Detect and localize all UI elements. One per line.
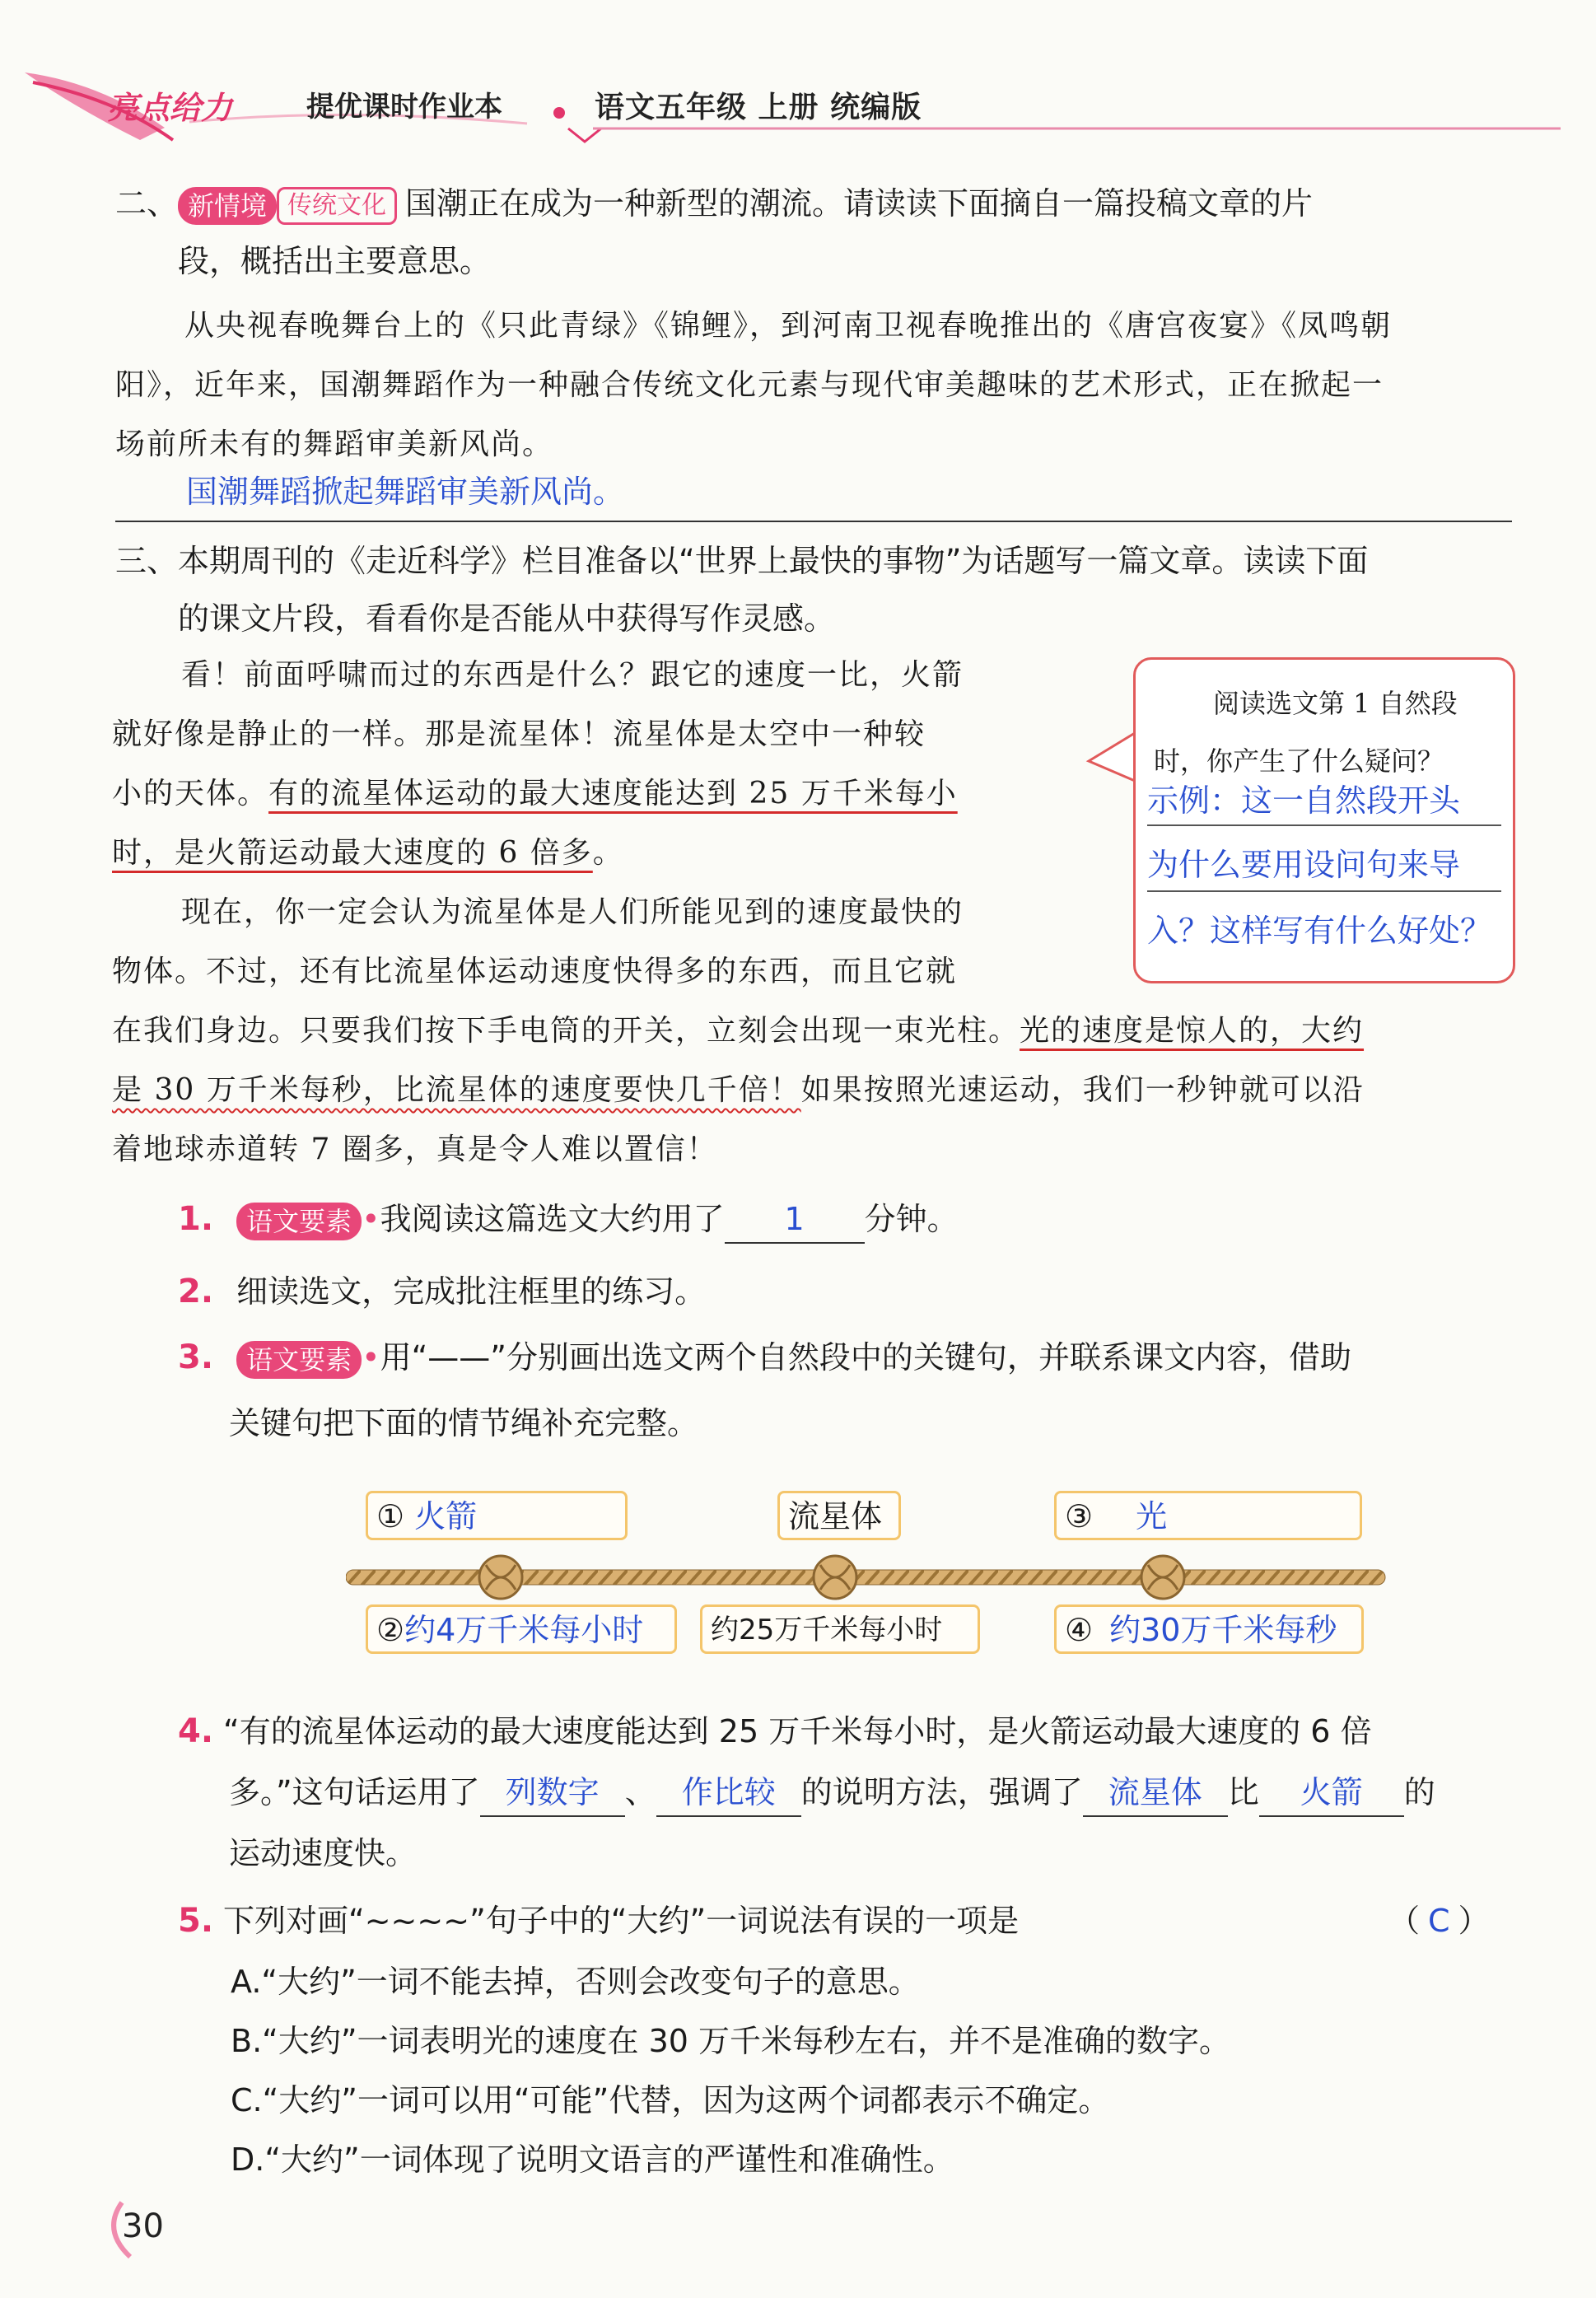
p1-line4 bbox=[112, 824, 1067, 883]
item-1-text-b: 分钟。 bbox=[864, 1201, 959, 1237]
item-5-option-b: B.“大约”一词表明光的速度在 30 万千米每秒左右，并不是准确的数字。 bbox=[231, 2023, 1231, 2059]
item-2-text: 细读选文，完成批注框里的练习。 bbox=[236, 1273, 707, 1310]
q3-prompt-line2: 的课文片段，看看你是否能从中获得写作灵感。 bbox=[178, 600, 836, 637]
item-4-number: 4. bbox=[178, 1712, 214, 1750]
header-dot bbox=[553, 107, 565, 119]
item-5-text: 下列对画“~~~~”句子中的“大约”一词说法有误的一项是 bbox=[223, 1903, 1020, 1939]
rope-box-3-num: ③ bbox=[1065, 1498, 1094, 1534]
q3-passage-p1 bbox=[112, 646, 1067, 1002]
p2-line4b: 如果按照光速运动，我们一秒钟就可以沿 bbox=[800, 1073, 1365, 1107]
item-4-sep: 、 bbox=[624, 1774, 656, 1810]
p2-line4 bbox=[112, 1061, 1528, 1120]
item-1-text-a: 我阅读这篇选文大约用了 bbox=[380, 1201, 725, 1237]
rope-box-5: 约25万千米每小时 bbox=[700, 1604, 980, 1654]
item-3-number: 3. bbox=[178, 1338, 214, 1376]
q3-prompt-line1: 本期周刊的《走近科学》栏目准备以“世界上最快的事物”为话题写一篇文章。读读下面 bbox=[178, 543, 1369, 579]
q2-tag-new-context: 新情境 bbox=[178, 187, 277, 225]
item-4-line2 bbox=[229, 1763, 1547, 1822]
q2-passage-line3: 场前所未有的舞蹈审美新风尚。 bbox=[115, 427, 554, 461]
p2-key-sentence-b: 是 30 万千米每秒，比流星体的速度要快几千倍！ bbox=[112, 1073, 801, 1107]
item-1-tag-dot: • bbox=[362, 1201, 380, 1237]
item-1 bbox=[178, 1189, 1528, 1249]
p1-line2: 就好像是静止的一样。那是流星体！流星体是太空中一种较 bbox=[112, 717, 926, 751]
rope-box-1 bbox=[366, 1491, 628, 1540]
q3-number: 三、 bbox=[115, 543, 179, 579]
subject-title: 语文五年级 上册 统编版 bbox=[595, 91, 922, 124]
p2-line1: 现在，你一定会认为流星体是人们所能见到的速度最快的 bbox=[181, 895, 964, 929]
annotation-rule-2 bbox=[1147, 890, 1501, 892]
p1-line3 bbox=[112, 764, 1067, 824]
item-4-text-d: 的 bbox=[1403, 1774, 1435, 1810]
plot-rope bbox=[346, 1553, 1392, 1603]
series-title: 提优课时作业本 bbox=[306, 91, 502, 124]
item-1-number: 1. bbox=[178, 1200, 214, 1238]
brand-logo: 亮点给力 bbox=[107, 90, 233, 126]
item-5 bbox=[178, 1891, 1019, 1950]
item-5-answer: C bbox=[1428, 1903, 1450, 1939]
annotation-box bbox=[1133, 657, 1515, 983]
p2-key-sentence-a: 光的速度是惊人的，大约 bbox=[1020, 1014, 1365, 1048]
item-1-tag: 语文要素 bbox=[236, 1203, 362, 1240]
item-1-answer: 1 bbox=[725, 1196, 865, 1244]
q2-answer: 国潮舞蹈掀起舞蹈审美新风尚。 bbox=[186, 474, 625, 510]
q2-prompt-line2: 段，概括出主要意思。 bbox=[178, 243, 492, 279]
annotation-answer-2: 为什么要用设问句来导 bbox=[1147, 847, 1461, 883]
item-4-answer-3: 流星体 bbox=[1083, 1769, 1228, 1817]
p2-line3 bbox=[112, 1002, 1528, 1061]
q2-answer-line bbox=[115, 521, 1512, 522]
p2-line3a: 在我们身边。只要我们按下手电筒的开关，立刻会出现一束光柱。 bbox=[112, 1014, 1020, 1048]
item-4-text-c: 比 bbox=[1227, 1774, 1259, 1810]
item-4-answer-1: 列数字 bbox=[480, 1769, 625, 1817]
item-4 bbox=[178, 1702, 1545, 1761]
item-5-option-a: A.“大约”一词不能去掉，否则会改变句子的意思。 bbox=[231, 1964, 920, 2000]
q2-passage-line1: 从央视春晚舞台上的《只此青绿》《锦鲤》，到河南卫视春晚推出的《唐宫夜宴》《凤鸣朝 bbox=[184, 309, 1393, 343]
bubble-pointer bbox=[1085, 730, 1138, 787]
q2-prompt bbox=[115, 175, 1515, 232]
item-5-option-c: C.“大约”一词可以用“可能”代替，因为这两个词都表示不确定。 bbox=[231, 2082, 1110, 2118]
item-4-line3: 运动速度快。 bbox=[229, 1835, 418, 1871]
p2-line2: 物体。不过，还有比流星体运动速度快得多的东西，而且它就 bbox=[112, 955, 958, 988]
p1-key-sentence-b: 时，是火箭运动最大速度的 6 倍多 bbox=[112, 836, 593, 870]
annotation-question-2: 时，你产生了什么疑问？ bbox=[1154, 745, 1444, 777]
rope-box-4-answer: 约4万千米每小时 bbox=[404, 1612, 644, 1648]
q2-prompt-line1: 国潮正在成为一种新型的潮流。请读读下面摘自一篇投稿文章的片 bbox=[405, 185, 1314, 222]
item-4-answer-4: 火箭 bbox=[1259, 1769, 1404, 1817]
item-3-line1: 用“——”分别画出选文两个自然段中的关键句，并联系课文内容，借助 bbox=[380, 1339, 1351, 1376]
item-5-paren-left: （ bbox=[1388, 1903, 1421, 1939]
p1-key-sentence-a: 有的流星体运动的最大速度能达到 25 万千米每小 bbox=[268, 777, 958, 810]
item-5-option-d: D.“大约”一词体现了说明文语言的严谨性和准确性。 bbox=[231, 2142, 954, 2178]
item-2-number: 2. bbox=[178, 1273, 214, 1310]
rope-box-4 bbox=[366, 1604, 677, 1654]
item-3-tag: 语文要素 bbox=[236, 1341, 362, 1379]
rope-box-2: 流星体 bbox=[777, 1491, 901, 1540]
q2-number: 二、 bbox=[115, 185, 179, 222]
rope-box-1-answer: 火箭 bbox=[414, 1498, 478, 1534]
rope-box-4-num: ② bbox=[376, 1612, 405, 1648]
p2-line5: 着地球赤道转 7 圈多，真是令人难以置信！ bbox=[112, 1133, 718, 1166]
item-5-answer-bracket bbox=[1388, 1891, 1490, 1950]
rope-knot-3 bbox=[1141, 1556, 1184, 1599]
rope-box-6-answer: 约30万千米每秒 bbox=[1109, 1612, 1337, 1648]
q2-passage-line2: 阳》，近年来，国潮舞蹈作为一种融合传统文化元素与现代审美趣味的艺术形式，正在掀起一 bbox=[115, 368, 1384, 402]
p1-line1: 看！前面呼啸而过的东西是什么？跟它的速度一比，火箭 bbox=[181, 658, 964, 692]
item-2 bbox=[178, 1262, 706, 1321]
annotation-answer-3: 入？这样写有什么好处？ bbox=[1147, 913, 1492, 949]
item-3-line2: 关键句把下面的情节绳补充完整。 bbox=[229, 1405, 699, 1441]
rope-knot-1 bbox=[479, 1556, 522, 1599]
item-4-text-a: 多。”这句话运用了 bbox=[229, 1774, 480, 1810]
q3-passage-p2 bbox=[112, 1002, 1528, 1179]
q3-prompt bbox=[115, 532, 1532, 590]
rope-box-1-num: ① bbox=[376, 1498, 405, 1534]
item-4-text-b: 的说明方法，强调了 bbox=[800, 1774, 1083, 1810]
item-4-answer-2: 作比较 bbox=[656, 1769, 801, 1817]
rope-box-3-answer: 光 bbox=[1136, 1498, 1168, 1534]
p1-line3a: 小的天体。 bbox=[112, 777, 269, 810]
q2-tag-culture: 传统文化 bbox=[277, 187, 397, 225]
rope-box-6-num: ④ bbox=[1065, 1612, 1094, 1648]
item-5-number: 5. bbox=[178, 1902, 214, 1940]
p1-line4b: 。 bbox=[592, 836, 624, 870]
item-3-tag-dot: • bbox=[362, 1339, 380, 1376]
item-4-line1: “有的流星体运动的最大速度能达到 25 万千米每小时，是火箭运动最大速度的 6 倍 bbox=[223, 1713, 1372, 1749]
item-5-paren-right: ） bbox=[1458, 1903, 1490, 1939]
annotation-question-1: 阅读选文第 1 自然段 bbox=[1213, 688, 1458, 719]
rope-knot-2 bbox=[814, 1556, 856, 1599]
annotation-rule-1 bbox=[1147, 824, 1501, 826]
page-number: 30 bbox=[122, 2207, 164, 2245]
item-3 bbox=[178, 1328, 1528, 1387]
rope-box-3 bbox=[1054, 1491, 1362, 1540]
rope-box-6 bbox=[1054, 1604, 1364, 1654]
annotation-answer-1: 示例：这一自然段开头 bbox=[1147, 782, 1461, 819]
q2-passage bbox=[115, 297, 1515, 474]
